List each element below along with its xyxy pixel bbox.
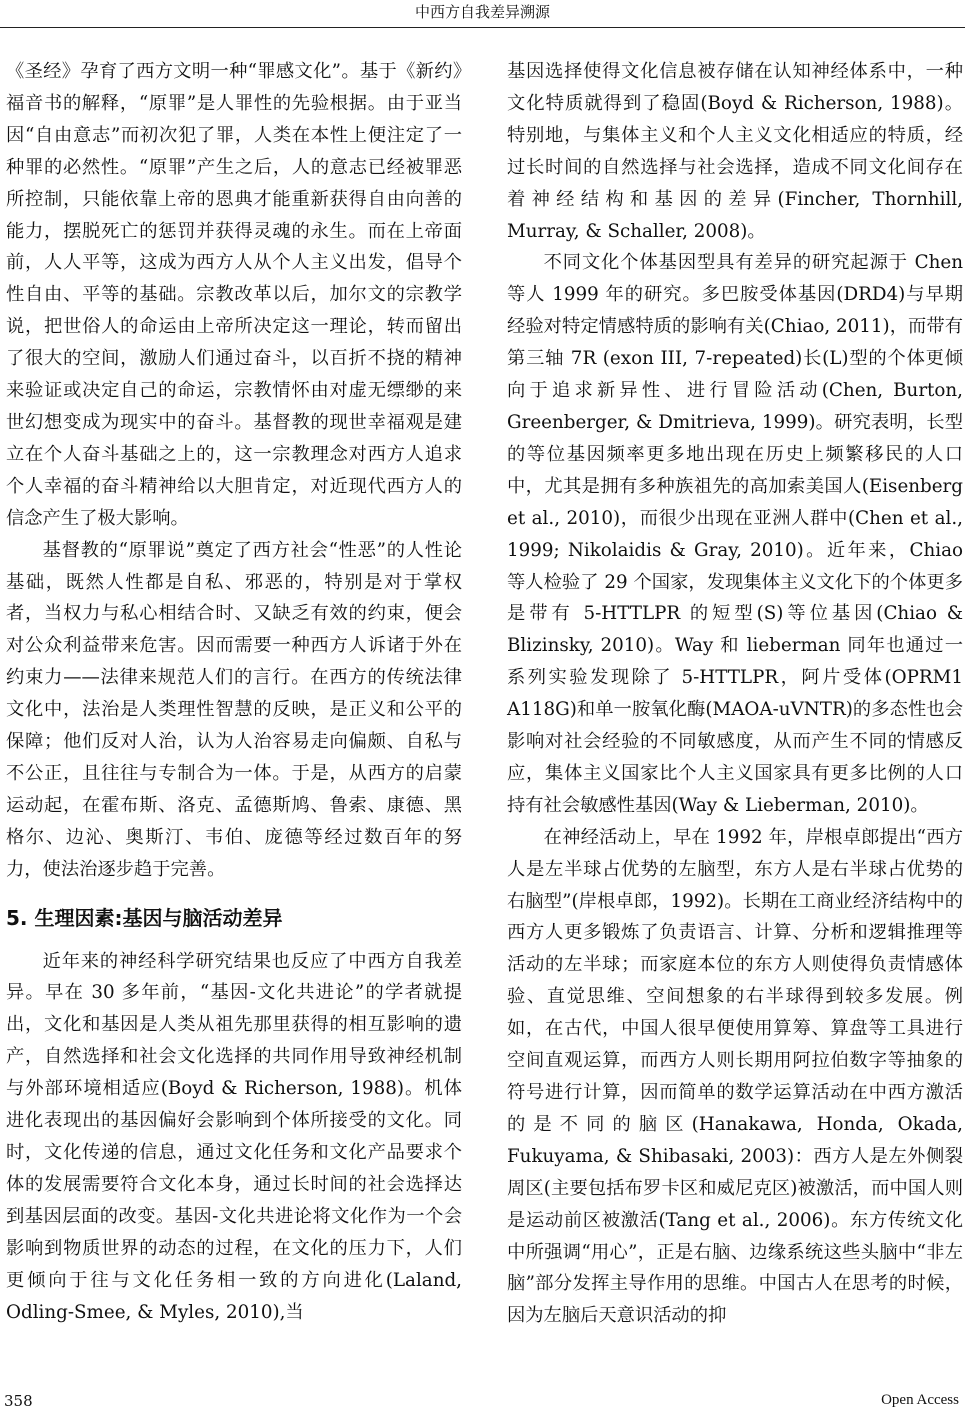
paragraph: 不同文化个体基因型具有差异的研究起源于 Chen 等人 1999 年的研究。多巴胺受体基因(DRD4)与早期经验对特定情感特质的影响有关(Chiao, 2011)，而带有第三轴 7R (exon III, 7-repeated)长(L)型的个体更倾向于追求新异性、进行冒险活动(Chen, Burton, Greenberger, & Dmitrieva, 1999)。研究表明，长型的等位基因频率更多地出现在历史上频繁移民的人口中，尤其是拥有多种族祖先的高加索美国人(Eisenberg et al., 2010)，而很少出现在亚洲人群中(Chen et al., 1999; Nikolaidis & Gray, 2010)。近年来，Chiao 等人检验了 29 个国家，发现集体主义文化下的个体更多是带有 5-HTTLPR 的短型(S)等位基因(Chiao & Blizinsky, 2010)。Way 和 lieberman 同年也通过一系列实验发现除了 5-HTTLPR，阿片受体(OPRM1 A118G)和单一胺氧化酶(MAOA-uVNTR)的多态性也会影响对社会经验的不同敏感度，从而产生不同的情感反应，集体主义国家比个人主义国家具有更多比例的人口持有社会敏感性基因(Way & Lieberman, 2010)。: [507, 252, 963, 816]
publisher-label: Open Access: [881, 1392, 959, 1408]
paragraph: 在神经活动上，早在 1992 年，岸根卓郎提出“西方人是左半球占优势的左脑型，东方人是右半球占优势的右脑型”(岸根卓郎，1992)。长期在工商业经济结构中的西方人更多锻炼了负责语言、计算、分析和逻辑推理等活动的左半球；而家庭本位的东方人则使得负责情感体验、直觉思维、空间想象的右半球得到较多发展。例如，在古代，中国人很早便使用算筹、算盘等工具进行空间直观运算，而西方人则长期用阿拉伯数字等抽象的符号进行计算，因而简单的数学运算活动在中西方激活的是不同的脑区(Hanakawa, Honda, Okada, Fukuyama, & Shibasaki, 2003)：西方人是左外侧裂周区(主要包括布罗卡区和威尼克区)被激活，而中国人则是运动前区被激活(Tang et al., 2006)。东方传统文化中所强调“用心”，正是右脑、边缘系统这些头脑中“非左脑”部分发挥主导作用的思维。中国古人在思考的时候，因为左脑后天意识活动的抑: [507, 826, 963, 1327]
right-column: [507, 56, 963, 1332]
paragraph: 近年来的神经科学研究结果也反应了中西方自我差异。早在 30 多年前，“基因-文化共进论”的学者就提出，文化和基因是人类从祖先那里获得的相互影响的遗产，自然选择和社会文化选择的共同作用导致神经机制与外部环境相适应(Boyd & Richerson, 1988)。机体进化表现出的基因偏好会影响到个体所接受的文化。同时，文化传递的信息，通过文化任务和文化产品要求个体的发展需要符合文化本身，通过长时间的社会选择达到基因层面的改变。基因-文化共进论将文化作为一个会影响到物质世界的动态的过程，在文化的压力下，人们更倾向于往与文化任务相一致的方向进化(Laland, Odling-Smee, & Myles, 2010),当: [6, 950, 462, 1323]
page-number: 358: [4, 1392, 33, 1410]
running-header: 中西方自我差异溯源: [414, 3, 550, 21]
header-rule: [0, 27, 965, 28]
section-heading: 5. 生理因素:基因与脑活动差异: [6, 905, 283, 930]
left-column: [6, 56, 462, 1328]
paragraph: 基督教的“原罪说”奠定了西方社会“性恶”的人性论基础，既然人性都是自私、邪恶的，特别是对于掌权者，当权力与私心相结合时、又缺乏有效的约束，便会对公众利益带来危害。因而需要一种西方人诉诸于外在约束力——法律来规范人们的言行。在西方的传统法律文化中，法治是人类理性智慧的反映，是正义和公平的保障；他们反对人治，认为人治容易走向偏颇、自私与不公正，且往往与专制合为一体。于是，从西方的启蒙运动起，在霍布斯、洛克、孟德斯鸠、鲁索、康德、黑格尔、边沁、奥斯汀、韦伯、庞德等经过数百年的努力，使法治逐步趋于完善。: [6, 539, 462, 880]
paragraph: 基因选择使得文化信息被存储在认知神经体系中，一种文化特质就得到了稳固(Boyd & Richerson, 1988)。特别地，与集体主义和个人主义文化相适应的特质，经过长时间的自然选择与社会选择，造成不同文化间存在着神经结构和基因的差异(Fincher, Thornhill, Murray, & Schaller, 2008)。: [507, 61, 963, 242]
paragraph: 《圣经》孕育了西方文明一种“罪感文化”。基于《新约》福音书的解释，“原罪”是人罪性的先验根据。由于亚当因“自由意志”而初次犯了罪，人类在本性上便注定了一种罪的必然性。“原罪”产生之后，人的意志已经被罪恶所控制，只能依靠上帝的恩典才能重新获得自由向善的能力，摆脱死亡的惩罚并获得灵魂的永生。而在上帝面前，人人平等，这成为西方人从个人主义出发，倡导个性自由、平等的基础。宗教改革以后，加尔文的宗教学说，把世俗人的命运由上帝所决定这一理论，转而留出了很大的空间，激励人们通过奋斗，以百折不挠的精神来验证或决定自己的命运，宗教情怀由对虚无缥缈的来世幻想变成为现实中的奋斗。基督教的现世幸福观是建立在个人奋斗基础之上的，这一宗教理念对西方人追求个人幸福的奋斗精神给以大胆肯定，对近现代西方人的信念产生了极大影响。: [6, 61, 462, 529]
